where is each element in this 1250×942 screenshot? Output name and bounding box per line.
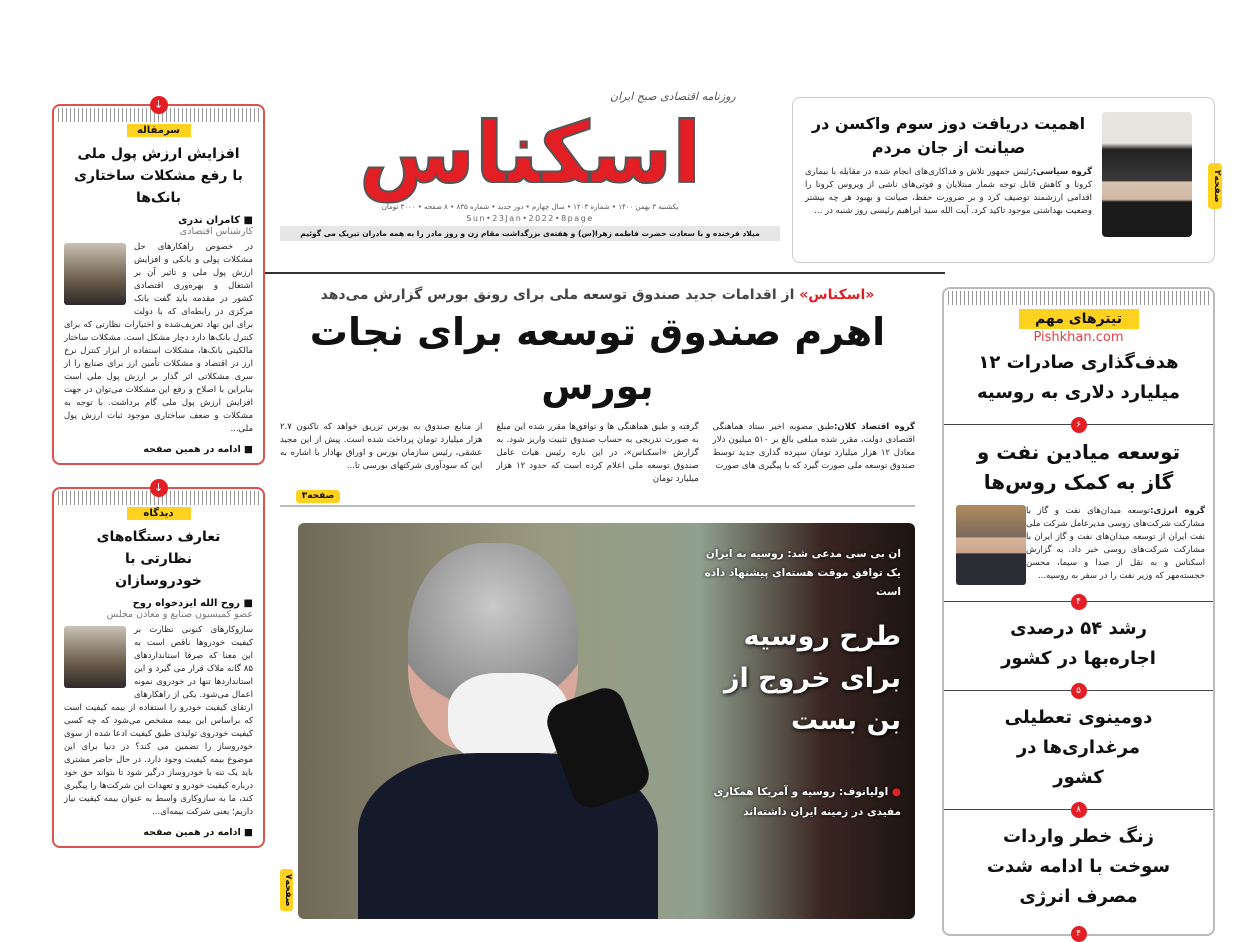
page-tag[interactable]: صفحه۲ — [1208, 163, 1222, 209]
headlines-box — [942, 287, 1215, 939]
viewpoint-title[interactable]: تعارف دستگاه‌های نظارتی با خودروسازان — [96, 529, 221, 589]
top-story-photo — [1102, 112, 1192, 237]
arrow-down-icon: ↓ — [150, 96, 168, 114]
viewpoint-more-link[interactable]: ■ ادامه در همین صفحه — [143, 827, 253, 838]
lead-col-2: گرفته و طبق هماهنگی ها و توافق‌ها مقرر شده این مبلغ به صورت تدریجی به حساب صندوق تثبیت واریز شود. به گزارش «اسکناس»، در این باره رئیس هیات عامل صندوق توسعه ملی اعلام کرده است که حدود ۱۲ هزار میلیارد تومان — [496, 422, 699, 484]
headline-item[interactable] — [944, 425, 1213, 607]
watermark: Pishkhan.com — [1033, 330, 1124, 345]
lead-tag-row — [280, 490, 915, 503]
lead-label: گروه اقتصاد کلان: — [834, 422, 915, 432]
viewpoint-body — [64, 624, 253, 819]
top-story-text: رئیس جمهور تلاش و فداکاری‌های انجام شده در مقابله با بیماری کرونا و کاهش قابل توجه شمار مبتلایان و فوتی‌های ناشی از ویروس کرونا را اقدامی ارزشمند توصیف کرد و بر ضرورت حفظ، صیانت و بهبود هر چه بیشتر وضعیت بهداشتی موجود تاکید کرد. آیت الله سید ابراهیم رئیسی روز شنبه در ... — [805, 167, 1092, 216]
lead-col-1 — [713, 421, 915, 486]
lead-col-3: از منابع صندوق به بورس تزریق خواهد که تاکنون ۲.۷ هزار میلیارد تومان پرداخت شده است. پیش از این مجید عشقی، رئیس سازمان بورس و اوراق بهادار با اشاره به این که سودآوری شرکتهای بورسی تا... — [280, 422, 483, 471]
masthead-rule — [265, 272, 945, 274]
viewpoint-box — [52, 481, 265, 848]
date-english: Sun•23Jan•2022•8page — [466, 214, 594, 223]
page-number: ۵ — [1071, 683, 1087, 699]
headline-title: زنگ خطر واردات سوخت با ادامه شدت مصرف انرژی — [986, 826, 1171, 907]
arrow-down-icon: ↓ — [150, 479, 168, 497]
editorial-role: کارشناس اقتصادی — [179, 226, 253, 237]
lead-headline[interactable]: اهرم صندوق توسعه برای نجات بورس — [309, 310, 886, 408]
viewpoint-role: عضو کمیسیون صنایع و معادن مجلس — [106, 609, 253, 620]
masthead — [280, 90, 780, 241]
viewpoint-text: سازوکارهای کنونی نظارت بر کیفیت خودروها ناقص است به این معنا که صرفا استانداردهای ۸۵ گانه ملاک قرار می گیرد و این استانداردها تنها در خودروی نمونه اعمال می‌شود. یکی از راهکارهای ارتقای کیفیت خودرو را استفاده از بیمه کیفیت است که براساس این بیمه مشخص می‌شود که چه کسی کیفیت خودروی تولیدی طبق کیفیت ادعا شده از سوی خودروساز را تضمین می کند؟ در دنیا برای این موضوع بیمه کیفیت وجود دارد. در حال حاضر مشتری باید یک تنه با خودروساز درگیر شود تا بتواند حق خود درباره کیفیت خودرو و تعهدات این شرکت‌ها را پیگیری کند، ما به سازوکاری واسط به عنوان بیمه کیفیت نیاز داریم؛ یعنی شرکت بیمه‌ای... — [64, 625, 253, 817]
author-photo — [64, 243, 126, 305]
headline-body — [952, 505, 1205, 585]
headline-title: رشد ۵۴ درصدی اجاره‌بها در کشور — [1001, 618, 1156, 669]
top-story — [792, 97, 1222, 263]
photo-text — [691, 545, 901, 822]
viewpoint-author: ■ روح الله ایزدخواه روح — [132, 598, 253, 609]
top-story-lead: گروه سیاسی: — [1032, 167, 1093, 177]
headline-item[interactable] — [944, 810, 1213, 939]
page-number: ۴ — [1071, 926, 1087, 942]
tagline: روزنامه اقتصادی صبح ایران — [610, 90, 736, 103]
sub-text: اولیانوف: روسیه و آمریکا همکاری مفیدی در زمینه ایران داشته‌اند — [713, 786, 901, 818]
photo-person — [358, 543, 658, 919]
col-text: طبق مصوبه اخیر ستاد هماهنگی اقتصادی دولت، مقرر شده مبلغی بالغ بر ۵۱۰ میلیون دلار معادل ۱۲ هزار میلیارد تومان سپرده گذاری جدید توسط صندوق توسعه ملی صورت گیرد که با پیگیری های صورت — [712, 422, 915, 471]
headline-item[interactable] — [944, 602, 1213, 696]
issue-info: یکشنبه ۳ بهمن ۱۴۰۰ • شماره ۱۲۰۳ • سال چهارم • دور جدید • شماره ۸۳۵ • ۸ صفحه • ۳۰۰۰ تومان — [381, 203, 679, 211]
photo-page-tag[interactable]: صفحه۷ — [280, 869, 293, 911]
headline-title: هدف‌گذاری صادرات ۱۲ میلیارد دلاری به روسیه — [976, 352, 1181, 403]
page-number: ۶ — [1071, 417, 1087, 433]
lead-columns — [280, 421, 915, 486]
editorial-body — [64, 241, 253, 436]
more-label: ادامه در همین صفحه — [143, 827, 241, 838]
editorial-more-link[interactable]: ■ ادامه در همین صفحه — [143, 444, 253, 455]
page-number: ۸ — [1071, 802, 1087, 818]
headlines-tag — [1019, 309, 1139, 329]
logo: اسکناس — [359, 104, 701, 202]
body-text: توسعه میدان‌های نفت و گاز با مشارکت شرکت‌های روسی مدیرعامل شرکت ملی نفت ایران از توسعه میدان‌های نفت و گاز ایران با مشارکت شرکت‌های روسی خبر داد. به گزارش اسکناس و به نقل از صدا و سیما، محسن خجسته‌مهر که وزیر نفت را در سفر به روسیه... — [1026, 506, 1205, 581]
banner: میلاد فرخنده و با سعادت حضرت فاطمه زهرا(س) و هفته‌ی بزرگداشت مقام زن و روز مادر را به همه مادران تبریک می گوئیم — [280, 226, 780, 241]
top-story-text-column — [805, 112, 1092, 252]
headline-item[interactable] — [944, 346, 1213, 430]
kicker-text: از اقدامات جدید صندوق توسعه ملی برای رونق بورس گزارش می‌دهد — [320, 287, 795, 303]
viewpoint-tag: دیدگاه — [127, 507, 191, 520]
author-photo — [64, 626, 126, 688]
tag-label: تیترهای مهم — [1035, 311, 1122, 327]
kicker-brand: «اسکناس» — [799, 287, 875, 303]
editorial-tag: سرمقاله — [127, 124, 191, 137]
hatch-divider — [948, 291, 1209, 305]
photo-wrap — [280, 523, 915, 919]
more-label: ادامه در همین صفحه — [143, 444, 241, 455]
editorial-text: در خصوص راهکارهای حل مشکلات پولی و بانکی و افزایش ارزش پول ملی و تاثیر آن بر اشتغال و بهره‌وری اقتصادی کشور در مقدمه باید گفت بانک مرکزی در رابطه‌ای که با دولت برای این نهاد تعریف‌شده و اختیارات نظارتی که برای کنترل بانک‌ها دارد دچار مشکل است. مشکلات ساختار مالکیتی بانک‌ها، مشکلات استفاده از ابزار کنترل نرخ ارز در اقتصاد و مشکلات تأمین ارز برای صنایع را از سری مشکلاتی اثر گذار بر ارزش پول ملی است بنابراین با اصلاح و رفع این مشکلات می‌توان در جهت افزایش ارزش پول ملی گام برداشت. با توجه به مشکلات و ضعف ساختاری موجود ثبات ارزش پول ملی... — [64, 242, 253, 434]
page-number: ۴ — [1071, 594, 1087, 610]
center-column — [280, 285, 915, 919]
photo-kicker: ان بی سی مدعی شد: روسیه به ایران یک توافق موقت هسته‌ای پیشنهاد داده است — [704, 548, 901, 598]
headline-title: توسعه میادین نفت و گاز به کمک روس‌ها — [976, 440, 1181, 494]
editorial-author: ■ کامران ندری — [178, 215, 253, 226]
top-story-body — [805, 166, 1092, 218]
editorial-box — [52, 98, 265, 465]
lead-rule — [280, 505, 915, 507]
lead-kicker — [280, 285, 915, 305]
headline-title: دومینوی تعطیلی مرغداری‌ها در کشور — [1004, 707, 1153, 788]
lead-page-tag[interactable]: صفحه۳ — [296, 490, 340, 503]
left-column — [52, 98, 265, 848]
top-story-title[interactable]: اهمیت دریافت دوز سوم واکسن در صیانت از جان مردم — [811, 114, 1086, 157]
author-name: کامران ندری — [178, 215, 241, 226]
headline-item[interactable] — [944, 691, 1213, 815]
lead-label: گروه انرژی: — [1150, 506, 1205, 516]
photo-sub — [691, 782, 901, 822]
editorial-title[interactable]: افزایش ارزش پول ملی با رفع مشکلات ساختاری بانک‌ها — [74, 146, 243, 206]
author-name: روح الله ایزدخواه روح — [132, 598, 241, 609]
photo-headline[interactable]: طرح روسیه برای خروج از بن بست — [723, 621, 901, 736]
photo-story — [298, 523, 915, 919]
bullet-icon: ● — [891, 786, 901, 798]
person-photo — [956, 505, 1026, 585]
